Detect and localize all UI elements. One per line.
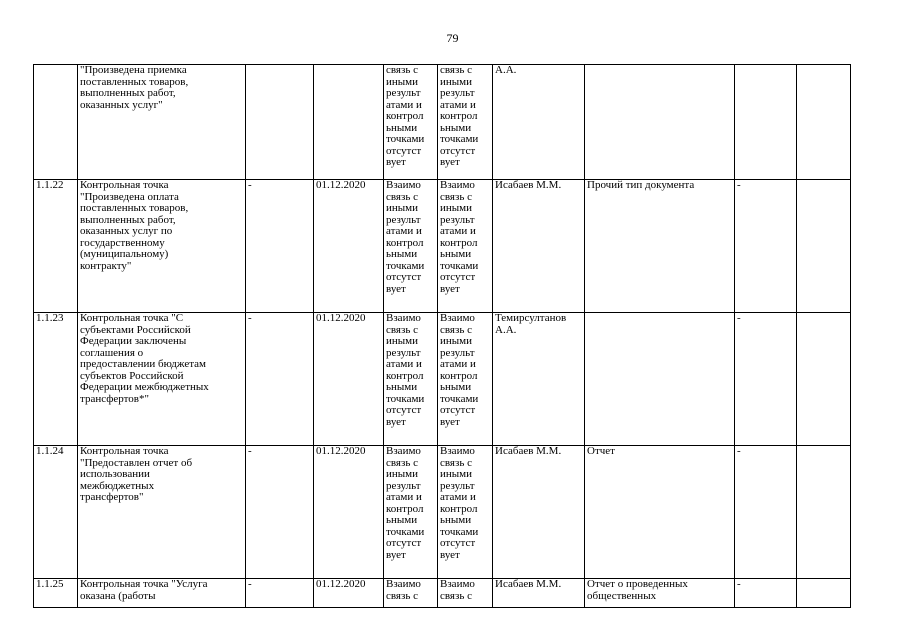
end-date-cell: 01.12.2020 bbox=[314, 313, 384, 446]
table-row bbox=[34, 579, 851, 608]
control-point-name-cell: Контрольная точка "Услуга оказана (работы bbox=[78, 579, 246, 608]
table-row bbox=[34, 313, 851, 446]
start-date-cell: - bbox=[246, 180, 314, 313]
document-type-cell: Отчет о проведенных общественных bbox=[585, 579, 735, 608]
successor-cell: связь с иными результ атами и контрол ьными точками отсутст вует bbox=[438, 65, 493, 180]
extra-cell bbox=[797, 180, 851, 313]
control-point-name-cell: Контрольная точка "Предоставлен отчет об использовании межбюджетных трансфертов" bbox=[78, 446, 246, 579]
control-points-table bbox=[33, 64, 851, 608]
row-number-cell: 1.1.24 bbox=[34, 446, 78, 579]
predecessor-cell: Взаимо связь с иными результ атами и контрол ьными точками отсутст вует bbox=[384, 180, 438, 313]
start-date-cell bbox=[246, 65, 314, 180]
responsible-cell: Исабаев М.М. bbox=[493, 180, 585, 313]
end-date-cell: 01.12.2020 bbox=[314, 446, 384, 579]
predecessor-cell: Взаимо связь с иными результ атами и контрол ьными точками отсутст вует bbox=[384, 446, 438, 579]
control-level-cell bbox=[735, 65, 797, 180]
document-type-cell: Прочий тип документа bbox=[585, 180, 735, 313]
responsible-cell: Исабаев М.М. bbox=[493, 579, 585, 608]
end-date-cell: 01.12.2020 bbox=[314, 180, 384, 313]
successor-cell: Взаимо связь с иными результ атами и контрол ьными точками отсутст вует bbox=[438, 446, 493, 579]
table-row bbox=[34, 65, 851, 180]
end-date-cell bbox=[314, 65, 384, 180]
control-point-name-cell: Контрольная точка "Произведена оплата поставленных товаров, выполненных работ, оказанных услуг по государственному (муниципальному) контракту" bbox=[78, 180, 246, 313]
start-date-cell: - bbox=[246, 313, 314, 446]
row-number-cell: 1.1.23 bbox=[34, 313, 78, 446]
responsible-cell: А.А. bbox=[493, 65, 585, 180]
table-row bbox=[34, 180, 851, 313]
extra-cell bbox=[797, 313, 851, 446]
control-point-name-cell: "Произведена приемка поставленных товаров, выполненных работ, оказанных услуг" bbox=[78, 65, 246, 180]
end-date-cell: 01.12.2020 bbox=[314, 579, 384, 608]
successor-cell: Взаимо связь с bbox=[438, 579, 493, 608]
row-number-cell: 1.1.22 bbox=[34, 180, 78, 313]
table-row bbox=[34, 446, 851, 579]
control-level-cell: - bbox=[735, 579, 797, 608]
responsible-cell: Исабаев М.М. bbox=[493, 446, 585, 579]
predecessor-cell: Взаимо связь с иными результ атами и контрол ьными точками отсутст вует bbox=[384, 313, 438, 446]
page-number: 79 bbox=[446, 31, 459, 45]
row-number-cell bbox=[34, 65, 78, 180]
extra-cell bbox=[797, 65, 851, 180]
responsible-cell: Темирсултанов А.А. bbox=[493, 313, 585, 446]
successor-cell: Взаимо связь с иными результ атами и контрол ьными точками отсутст вует bbox=[438, 313, 493, 446]
document-type-cell bbox=[585, 65, 735, 180]
start-date-cell: - bbox=[246, 579, 314, 608]
extra-cell bbox=[797, 446, 851, 579]
successor-cell: Взаимо связь с иными результ атами и контрол ьными точками отсутст вует bbox=[438, 180, 493, 313]
start-date-cell: - bbox=[246, 446, 314, 579]
row-number-cell: 1.1.25 bbox=[34, 579, 78, 608]
extra-cell bbox=[797, 579, 851, 608]
control-level-cell: - bbox=[735, 180, 797, 313]
document-type-cell: Отчет bbox=[585, 446, 735, 579]
control-level-cell: - bbox=[735, 313, 797, 446]
predecessor-cell: Взаимо связь с bbox=[384, 579, 438, 608]
predecessor-cell: связь с иными результ атами и контрол ьными точками отсутст вует bbox=[384, 65, 438, 180]
control-point-name-cell: Контрольная точка "С субъектами Российской Федерации заключены соглашения о предоставлении бюджетам субъектов Российской Федерации межбюджетных трансфертов*" bbox=[78, 313, 246, 446]
document-type-cell bbox=[585, 313, 735, 446]
control-level-cell: - bbox=[735, 446, 797, 579]
